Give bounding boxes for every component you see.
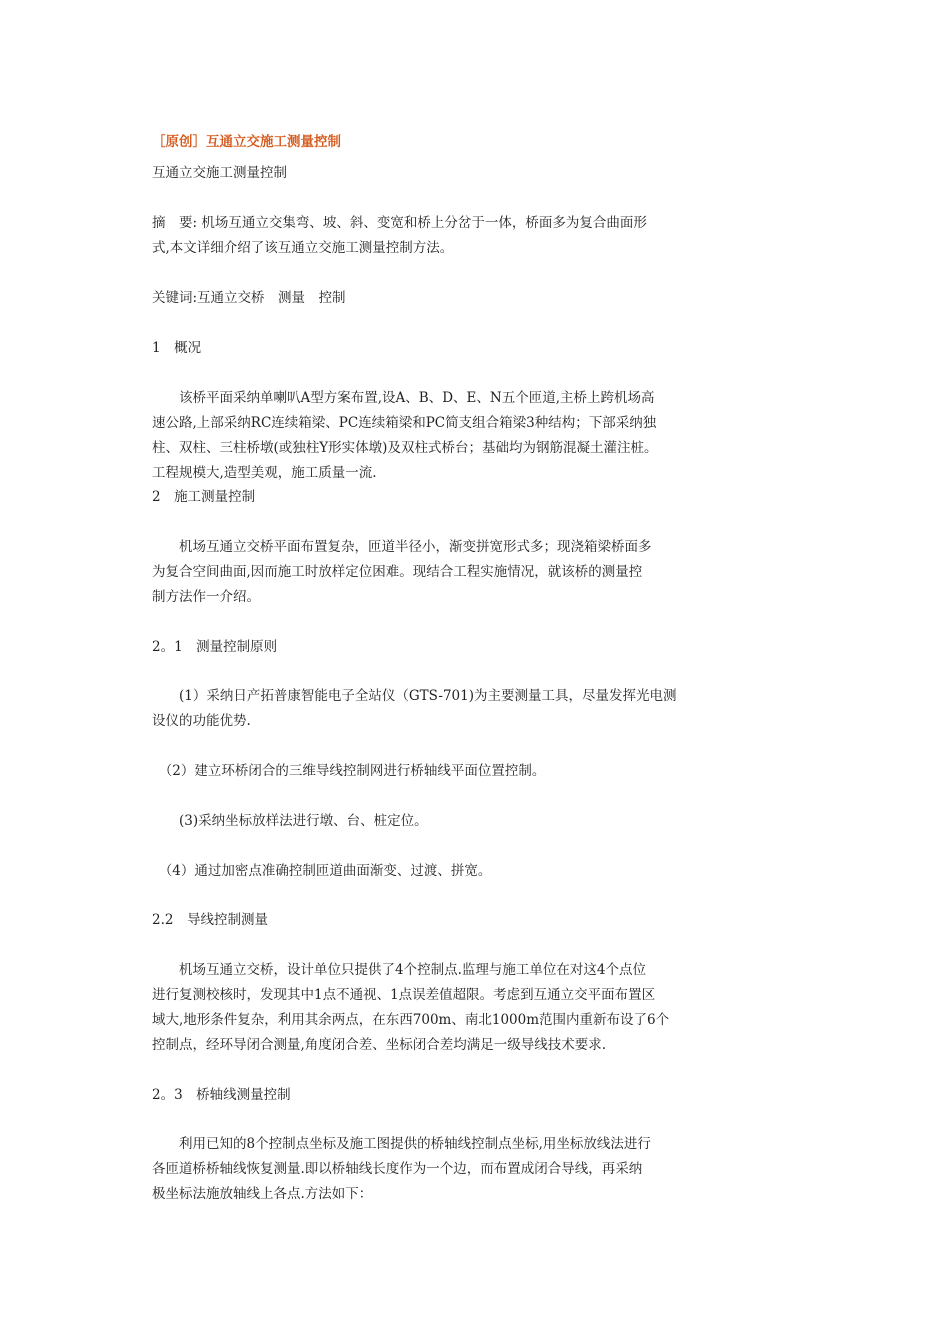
paragraph-line: 利用已知的8个控制点坐标及施工图提供的桥轴线控制点坐标,用坐标放线法进行 — [152, 1136, 651, 1152]
abstract-line: 摘 要: 机场互通立交集弯、坡、斜、变宽和桥上分岔于一体，桥面多为复合曲面形 — [152, 215, 647, 231]
paragraph-line: 域大,地形条件复杂，利用其余两点，在东西700m、南北1000m范围内重新布设了6个 — [152, 1012, 670, 1028]
abstract-line: 式,本文详细介绍了该互通立交施工测量控制方法。 — [152, 240, 454, 256]
paragraph-line: 控制点，经环导闭合测量,角度闭合差、坐标闭合差均满足一级导线技术要求. — [152, 1037, 607, 1053]
section-heading: 2。3 桥轴线测量控制 — [152, 1087, 291, 1103]
list-item: （4）通过加密点准确控制匝道曲面渐变、过渡、拼宽。 — [152, 863, 492, 879]
list-item: (1）采纳日产拓普康智能电子全站仪（GTS-701)为主要测量工具，尽量发挥光电测 — [152, 688, 677, 704]
list-item: 设仪的功能优势. — [152, 713, 251, 729]
list-item: （2）建立环桥闭合的三维导线控制网进行桥轴线平面位置控制。 — [152, 763, 546, 779]
paragraph-line: 制方法作一介绍。 — [152, 589, 260, 605]
paragraph-line: 机场互通立交桥，设计单位只提供了4个控制点.监理与施工单位在对这4个点位 — [152, 962, 646, 978]
paragraph-line: 极坐标法施放轴线上各点.方法如下： — [152, 1186, 373, 1202]
paragraph-line: 各匝道桥桥轴线恢复测量.即以桥轴线长度作为一个边，而布置成闭合导线，再采纳 — [152, 1161, 643, 1177]
article-title: ［原创］互通立交施工测量控制 — [152, 134, 341, 150]
keywords: 关键词:互通立交桥 测量 控制 — [152, 290, 346, 306]
paragraph-line: 速公路,上部采纳RC连续箱梁、PC连续箱梁和PC简支组合箱梁3种结构；下部采纳独 — [152, 415, 657, 431]
section-heading: 2。1 测量控制原则 — [152, 639, 278, 655]
section-heading: 2 施工测量控制 — [152, 489, 256, 505]
section-heading: 1 概况 — [152, 340, 202, 356]
section-heading: 2.2 导线控制测量 — [152, 912, 268, 928]
paragraph-line: 为复合空间曲面,因而施工时放样定位困难。现结合工程实施情况，就该桥的测量控 — [152, 564, 643, 580]
paragraph-line: 进行复测校核时，发现其中1点不通视、1点误差值超限。考虑到互通立交平面布置区 — [152, 987, 656, 1003]
article-heading: 互通立交施工测量控制 — [152, 165, 287, 181]
list-item: (3)采纳坐标放样法进行墩、台、桩定位。 — [152, 813, 428, 829]
paragraph-line: 机场互通立交桥平面布置复杂，匝道半径小，渐变拼宽形式多；现浇箱梁桥面多 — [152, 539, 652, 555]
paragraph-line: 工程规模大,造型美观，施工质量一流. — [152, 465, 377, 481]
paragraph-line: 该桥平面采纳单喇叭A型方案布置,设A、B、D、E、N五个匝道,主桥上跨机场高 — [152, 390, 655, 406]
paragraph-line: 柱、双柱、三柱桥墩(或独柱Y形实体墩)及双柱式桥台；基础均为钢筋混凝土灌注桩。 — [152, 440, 658, 456]
